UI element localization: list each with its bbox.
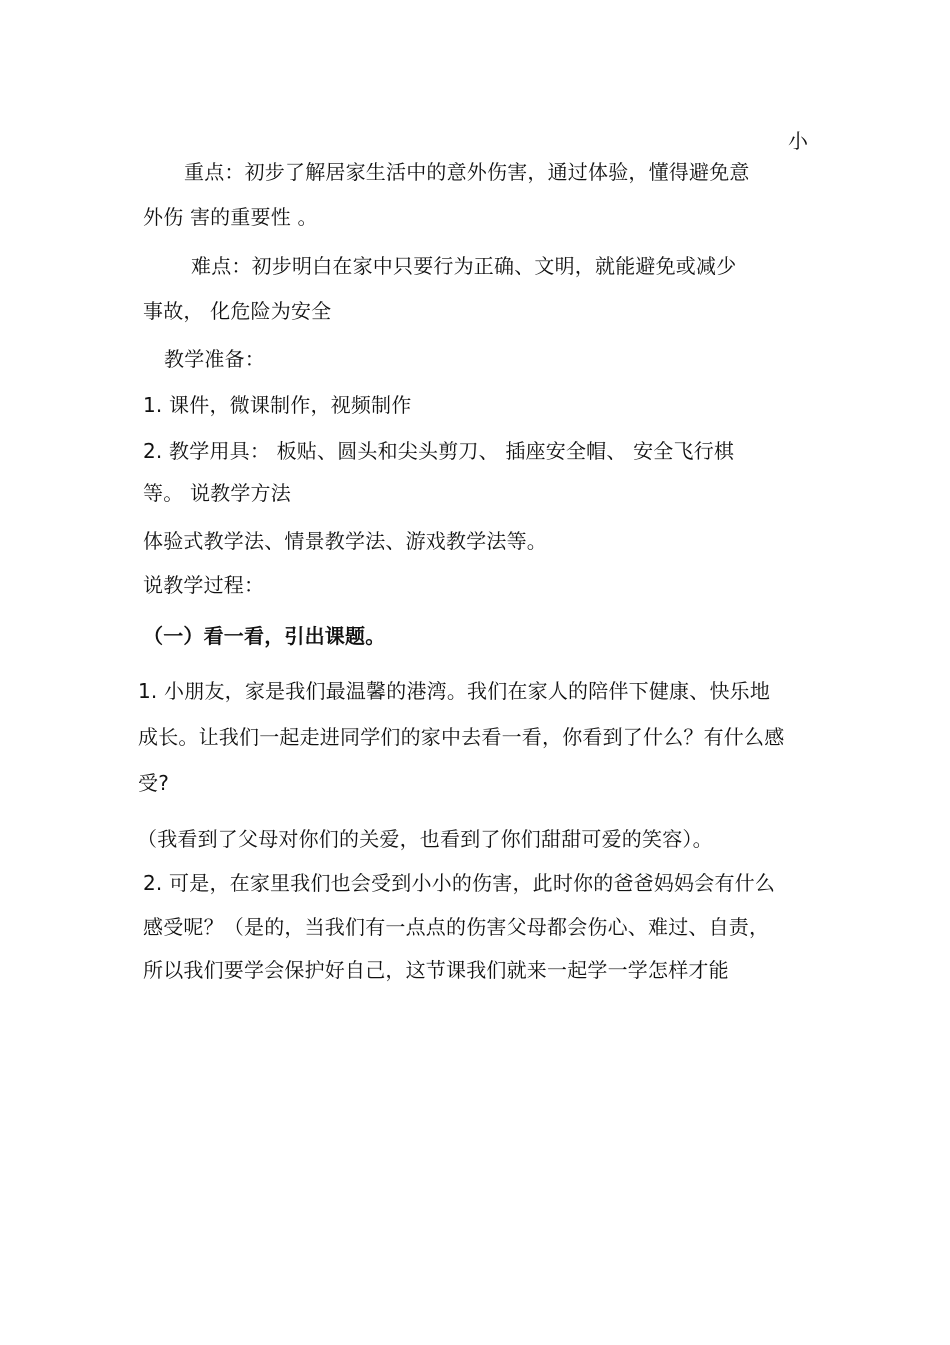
teaching-methods: 体验式教学法、情景教学法、游戏教学法等。 <box>143 529 547 553</box>
process-heading: 说教学过程： <box>143 573 265 597</box>
step-2-line-1: 2. 可是，在家里我们也会受到小小的伤害，此时你的爸爸妈妈会有什么 <box>143 871 776 895</box>
preparation-item-2-line-2: 等。 说教学方法 <box>143 481 291 505</box>
key-point-line-1: 重点：初步了解居家生活中的意外伤害，通过体验，懂得避免意 <box>184 160 750 184</box>
corner-mark: 小 <box>788 129 809 153</box>
step-2-line-3: 所以我们要学会保护好自己，这节课我们就来一起学一学怎样才能 <box>143 958 729 982</box>
step-2-line-2: 感受呢？（是的，当我们有一点点的伤害父母都会伤心、难过、自责， <box>143 915 770 939</box>
answer-1: （我看到了父母对你们的关爱，也看到了你们甜甜可爱的笑容）。 <box>137 827 713 851</box>
preparation-item-2-line-1: 2. 教学用具： 板贴、圆头和尖头剪刀、 插座安全帽、 安全飞行棋 <box>143 439 735 463</box>
preparation-heading: 教学准备： <box>164 347 265 371</box>
difficult-point-line-1: 难点：初步明白在家中只要行为正确、文明，就能避免或减少 <box>191 254 737 278</box>
key-point-line-2: 外伤 害的重要性 。 <box>143 205 318 229</box>
step-1-line-3: 受? <box>138 771 170 795</box>
step-1-line-1: 1. 小朋友，家是我们最温馨的港湾。我们在家人的陪伴下健康、快乐地 <box>138 679 771 703</box>
step-1-line-2: 成长。让我们一起走进同学们的家中去看一看，你看到了什么？有什么感 <box>138 725 785 749</box>
difficult-point-line-2: 事故， 化危险为安全 <box>143 299 332 323</box>
preparation-item-1: 1. 课件，微课制作，视频制作 <box>143 393 412 417</box>
section-1-heading: （一）看一看，引出课题。 <box>143 624 386 648</box>
